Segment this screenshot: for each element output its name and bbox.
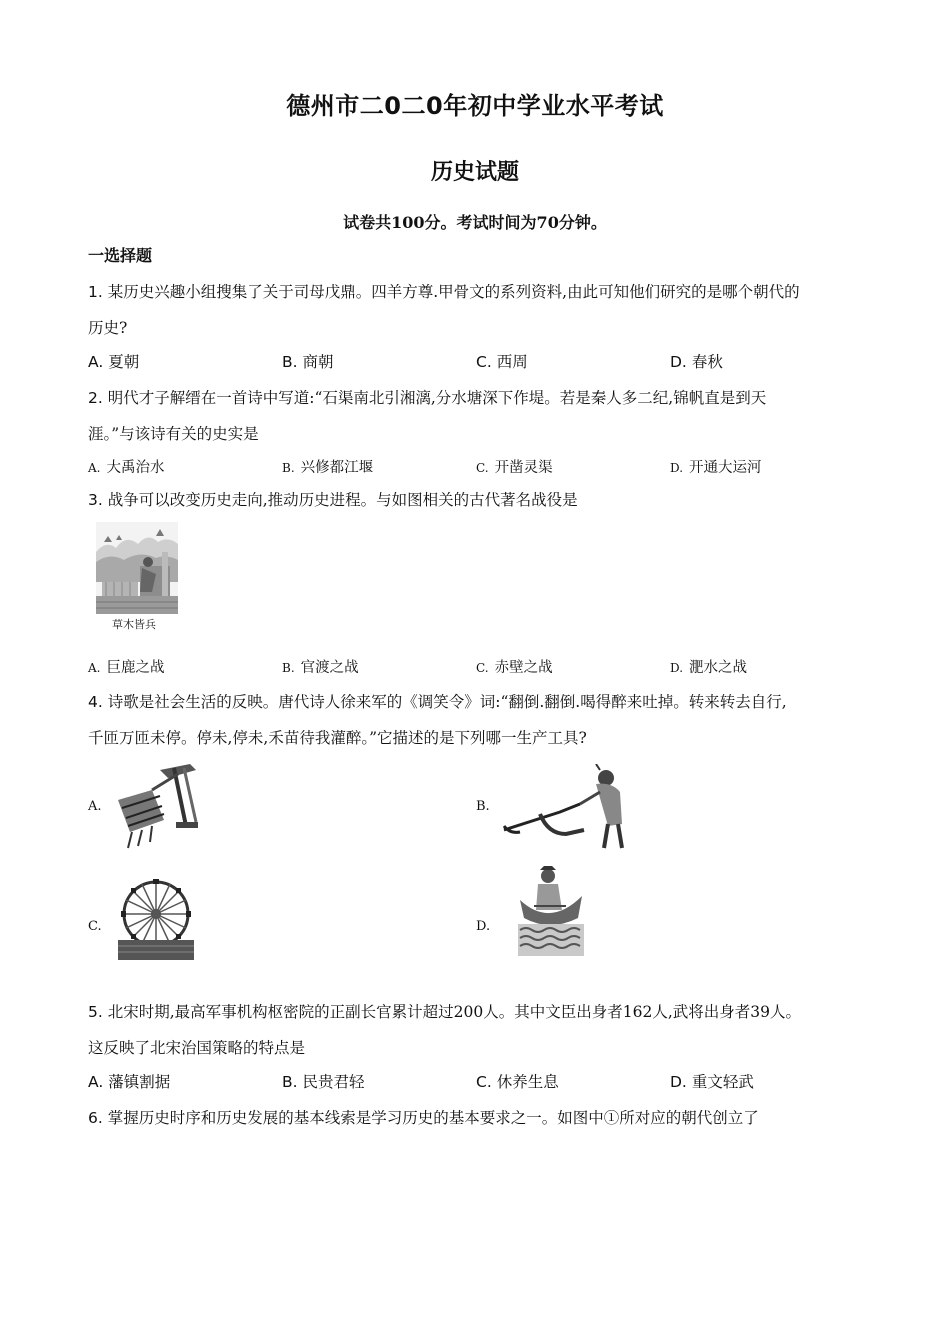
option-letter: A. bbox=[88, 461, 101, 475]
q5-option-c[interactable] bbox=[476, 1070, 559, 1092]
option-text: 休养生息 bbox=[496, 1073, 559, 1091]
q4-option-a-letter[interactable]: A. bbox=[88, 799, 102, 814]
q4-option-d-letter[interactable]: D. bbox=[476, 919, 491, 934]
q4-option-a-image[interactable] bbox=[112, 760, 200, 852]
option-letter: C. bbox=[476, 1073, 492, 1091]
q3-option-c[interactable] bbox=[476, 656, 553, 677]
question-text: 北宋时期,最高军事机构枢密院的正副长官累计超过200人。其中文臣出身者162人,武将出身者39人。 bbox=[107, 1003, 801, 1021]
question-text: 掌握历史时序和历史发展的基本线索是学习历史的基本要求之一。如图中①所对应的朝代创立了 bbox=[107, 1109, 759, 1127]
option-text: 藩镇割据 bbox=[108, 1073, 171, 1091]
question-text: 明代才子解缙在一首诗中写道:“石渠南北引湘漓,分水塘深下作堤。若是秦人多二纪,锦帆直是到天 bbox=[107, 389, 767, 407]
question-text: 诗歌是社会生活的反映。唐代诗人徐来军的《调笑令》词:“翻倒.翻倒.喝得醉来吐掉。转来转去自行, bbox=[107, 693, 787, 711]
question-text: 某历史兴趣小组搜集了关于司母戊鼎。四羊方尊.甲骨文的系列资料,由此可知他们研究的是哪个朝代的 bbox=[107, 283, 800, 301]
option-letter: B. bbox=[282, 353, 298, 371]
question-3-line-1 bbox=[88, 488, 578, 510]
option-text: 夏朝 bbox=[108, 353, 140, 371]
q3-option-d[interactable] bbox=[670, 656, 747, 677]
option-letter: D. bbox=[670, 1073, 687, 1091]
exam-info: 试卷共100分。考试时间为70分钟。 bbox=[343, 213, 607, 232]
question-number: 6. bbox=[88, 1109, 103, 1127]
q1-option-d[interactable] bbox=[670, 350, 723, 372]
option-text: 官渡之战 bbox=[300, 660, 359, 676]
q2-option-c[interactable] bbox=[476, 456, 553, 477]
question-2-line-2: 涯。”与该诗有关的史实是 bbox=[88, 425, 259, 443]
q2-option-a[interactable] bbox=[88, 456, 164, 477]
q5-option-b[interactable] bbox=[282, 1070, 365, 1092]
exam-title: 德州市二0二0年初中学业水平考试 bbox=[286, 92, 664, 120]
question-number: 2. bbox=[88, 389, 103, 407]
option-text: 民贵君轻 bbox=[302, 1073, 365, 1091]
question-4-line-1 bbox=[88, 690, 787, 712]
option-letter: C. bbox=[476, 353, 492, 371]
option-text: 开凿灵渠 bbox=[494, 460, 553, 476]
q3-figure-caption: 草木皆兵 bbox=[112, 618, 156, 631]
q1-option-a[interactable] bbox=[88, 350, 139, 372]
question-number: 3. bbox=[88, 491, 103, 509]
option-text: 巨鹿之战 bbox=[106, 660, 165, 676]
question-4-line-2: 千匝万匝未停。停未,停未,禾苗待我灌醉。”它描述的是下列哪一生产工具? bbox=[88, 729, 587, 747]
option-letter: A. bbox=[88, 1073, 104, 1091]
option-text: 大禹治水 bbox=[106, 460, 165, 476]
option-text: 赤壁之战 bbox=[494, 660, 553, 676]
option-letter: B. bbox=[282, 661, 295, 675]
option-letter: D. bbox=[670, 461, 684, 475]
q4-option-b-image[interactable] bbox=[500, 764, 638, 850]
question-1-line-2: 历史? bbox=[88, 319, 128, 337]
question-6-line-1 bbox=[88, 1106, 759, 1128]
q3-figure-image bbox=[96, 522, 178, 614]
paper-subject: 历史试题 bbox=[430, 160, 519, 185]
question-number: 4. bbox=[88, 693, 103, 711]
option-letter: C. bbox=[476, 461, 489, 475]
q3-option-b[interactable] bbox=[282, 656, 359, 677]
q4-option-d-image[interactable] bbox=[518, 866, 584, 956]
q2-option-d[interactable] bbox=[670, 456, 762, 477]
q4-option-c-image[interactable] bbox=[118, 876, 194, 960]
q2-option-b[interactable] bbox=[282, 456, 373, 477]
q1-option-c[interactable] bbox=[476, 350, 528, 372]
section-heading: 一选择题 bbox=[88, 246, 153, 265]
option-text: 重文轻武 bbox=[691, 1073, 754, 1091]
q4-option-c-letter[interactable]: C. bbox=[88, 919, 102, 934]
question-1-line-1 bbox=[88, 280, 800, 302]
option-text: 开通大运河 bbox=[689, 460, 762, 476]
option-letter: C. bbox=[476, 661, 489, 675]
question-5-line-1 bbox=[88, 1000, 801, 1022]
question-number: 5. bbox=[88, 1003, 103, 1021]
question-text: 战争可以改变历史走向,推动历史进程。与如图相关的古代著名战役是 bbox=[107, 491, 578, 509]
q3-option-a[interactable] bbox=[88, 656, 164, 677]
q1-option-b[interactable] bbox=[282, 350, 334, 372]
option-letter: A. bbox=[88, 353, 104, 371]
option-letter: A. bbox=[88, 661, 101, 675]
q4-option-b-letter[interactable]: B. bbox=[476, 799, 490, 814]
question-2-line-1 bbox=[88, 386, 766, 408]
option-letter: B. bbox=[282, 461, 295, 475]
option-text: 西周 bbox=[496, 353, 528, 371]
option-text: 商朝 bbox=[302, 353, 334, 371]
option-letter: D. bbox=[670, 353, 687, 371]
question-number: 1. bbox=[88, 283, 103, 301]
option-text: 春秋 bbox=[691, 353, 723, 371]
question-5-line-2: 这反映了北宋治国策略的特点是 bbox=[88, 1039, 306, 1057]
option-letter: D. bbox=[670, 661, 684, 675]
option-text: 淝水之战 bbox=[689, 660, 748, 676]
q5-option-d[interactable] bbox=[670, 1070, 754, 1092]
q5-option-a[interactable] bbox=[88, 1070, 170, 1092]
option-text: 兴修都江堰 bbox=[300, 460, 374, 476]
option-letter: B. bbox=[282, 1073, 298, 1091]
